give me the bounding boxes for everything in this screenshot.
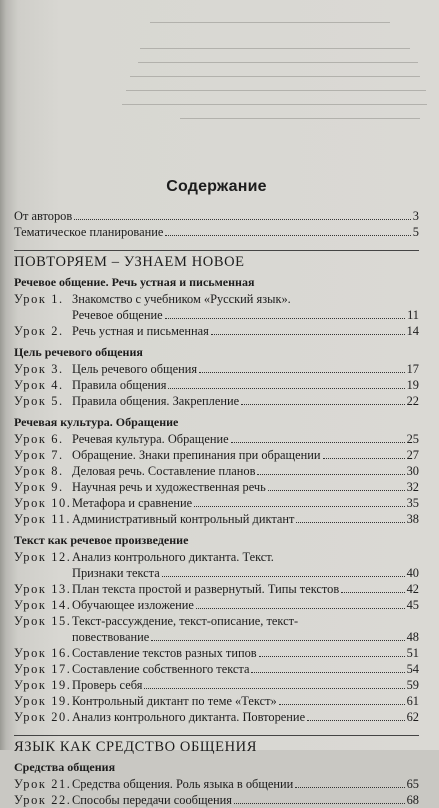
entry-title: Научная речь и художественная речь — [72, 480, 266, 494]
page-number: 17 — [406, 362, 419, 376]
toc-entry — [14, 208, 419, 224]
page-number: 68 — [406, 793, 419, 807]
toc-entry — [14, 597, 419, 613]
toc-entry — [14, 792, 419, 808]
page-number: 30 — [406, 464, 419, 478]
lesson-label: Урок 9. — [14, 480, 64, 494]
toc-entry — [14, 323, 419, 339]
lesson-label: Урок 12. — [14, 550, 72, 564]
toc-entry — [14, 661, 419, 677]
page-number: 25 — [406, 432, 419, 446]
section-heading: Средства общения — [14, 760, 116, 774]
dot-leader — [257, 474, 404, 475]
toc-entry — [14, 511, 419, 527]
table-of-contents — [14, 178, 419, 808]
entry-title: Способы передачи сообщения — [72, 793, 232, 807]
lesson-label: Урок 5. — [14, 394, 64, 408]
toc-entry — [14, 224, 419, 240]
dot-leader — [199, 372, 405, 373]
toc-entry — [14, 479, 419, 495]
toc-entry — [14, 291, 419, 307]
toc-entry — [14, 776, 419, 792]
entry-title: Обучающее изложение — [72, 598, 194, 612]
entry-title: Административный контрольный диктант — [72, 512, 295, 526]
toc-parts — [14, 250, 419, 808]
entry-title: Речь устная и письменная — [72, 324, 209, 338]
dot-leader — [251, 672, 404, 673]
page-number: 32 — [406, 480, 419, 494]
lesson-label: Урок 13. — [14, 582, 72, 596]
page-number: 40 — [406, 566, 419, 580]
entry-title: Речевое общение — [72, 308, 163, 322]
lesson-label: Урок 2. — [14, 324, 64, 338]
section-heading: Речевое общение. Речь устная и письменная — [14, 275, 255, 289]
toc-entry — [14, 447, 419, 463]
entry-title: Анализ контрольного диктанта. Повторение — [72, 710, 306, 724]
section-heading: Цель речевого общения — [14, 345, 143, 359]
part-heading: ПОВТОРЯЕМ – УЗНАЕМ НОВОЕ — [14, 250, 419, 271]
dot-leader — [162, 576, 405, 577]
entry-title: Составление собственного текста — [72, 662, 250, 676]
entry-title: Анализ контрольного диктанта. Текст. — [72, 550, 274, 564]
lesson-label: Урок 1. — [14, 292, 64, 306]
dot-leader — [144, 688, 404, 689]
entry-title: Средства общения. Роль языка в общении — [72, 777, 294, 791]
page-number: 38 — [406, 512, 419, 526]
lesson-label: Урок 11. — [14, 512, 72, 526]
page-number: 45 — [406, 598, 419, 612]
page-number: 22 — [406, 394, 419, 408]
lesson-label: Урок 15. — [14, 614, 72, 628]
dot-leader — [279, 704, 405, 705]
page-number: 42 — [406, 582, 419, 596]
part-heading: ЯЗЫК КАК СРЕДСТВО ОБЩЕНИЯ — [14, 735, 419, 756]
toc-entry — [14, 613, 419, 629]
page-number: 65 — [406, 777, 419, 791]
toc-title: Содержание — [166, 178, 267, 195]
toc-entry — [14, 393, 419, 409]
dot-leader — [231, 442, 405, 443]
dot-leader — [168, 388, 404, 389]
page-number: 51 — [406, 646, 419, 660]
dot-leader — [341, 592, 404, 593]
page-number: 27 — [406, 448, 419, 462]
entry-title: Знакомство с учебником «Русский язык». — [72, 292, 291, 306]
toc-entry — [14, 677, 419, 693]
section-heading: Речевая культура. Обращение — [14, 415, 179, 429]
dot-leader — [307, 720, 405, 721]
lesson-label: Урок 10. — [14, 496, 72, 510]
entry-title: повествование — [72, 630, 150, 644]
section-heading: Текст как речевое произведение — [14, 533, 189, 547]
toc-entry — [14, 581, 419, 597]
toc-entry — [14, 693, 419, 709]
lesson-label: Урок 22. — [14, 793, 72, 807]
entry-title: Обращение. Знаки препинания при обращении — [72, 448, 321, 462]
entry-title: Правила общения — [72, 378, 167, 392]
dot-leader — [196, 608, 405, 609]
dot-leader — [259, 656, 405, 657]
entry-title: Тематическое планирование — [14, 225, 164, 239]
page-number: 5 — [412, 225, 419, 239]
dot-leader — [211, 334, 405, 335]
entry-title: Метафора и сравнение — [72, 496, 193, 510]
toc-entry — [14, 431, 419, 447]
toc-entry — [14, 495, 419, 511]
toc-entry — [14, 709, 419, 725]
dot-leader — [74, 219, 411, 220]
dot-leader — [241, 404, 405, 405]
entry-title: Составление текстов разных типов — [72, 646, 257, 660]
page-number: 14 — [406, 324, 419, 338]
page-number: 19 — [406, 378, 419, 392]
lesson-label: Урок 4. — [14, 378, 64, 392]
lesson-label: Урок 20. — [14, 710, 72, 724]
dot-leader — [323, 458, 405, 459]
dot-leader — [165, 235, 410, 236]
entry-title: Признаки текста — [72, 566, 160, 580]
entry-title: Деловая речь. Составление планов — [72, 464, 256, 478]
page-number: 61 — [406, 694, 419, 708]
entry-title: Цель речевого общения — [72, 362, 198, 376]
dot-leader — [234, 803, 405, 804]
toc-entry — [14, 565, 419, 581]
lesson-label: Урок 19. — [14, 678, 72, 692]
front-matter — [14, 208, 419, 240]
entry-title: От авторов — [14, 209, 73, 223]
page-number: 11 — [407, 308, 419, 322]
toc-entry — [14, 463, 419, 479]
toc-entry — [14, 549, 419, 565]
page-number: 3 — [412, 209, 419, 223]
dot-leader — [194, 506, 405, 507]
toc-entry — [14, 629, 419, 645]
page-number: 35 — [406, 496, 419, 510]
lesson-label: Урок 8. — [14, 464, 64, 478]
toc-entry — [14, 645, 419, 661]
lesson-label: Урок 7. — [14, 448, 64, 462]
toc-entry — [14, 377, 419, 393]
bleed-through-text — [0, 0, 439, 150]
entry-title: Текст-рассуждение, текст-описание, текст- — [72, 614, 299, 628]
lesson-label: Урок 16. — [14, 646, 72, 660]
entry-title: План текста простой и развернутый. Типы текстов — [72, 582, 340, 596]
entry-title: Контрольный диктант по теме «Текст» — [72, 694, 277, 708]
dot-leader — [268, 490, 405, 491]
toc-entry — [14, 307, 419, 323]
page-number: 62 — [406, 710, 419, 724]
dot-leader — [165, 318, 405, 319]
lesson-label: Урок 19. — [14, 694, 72, 708]
page-number: 48 — [406, 630, 419, 644]
dot-leader — [296, 522, 404, 523]
dot-leader — [295, 787, 404, 788]
entry-title: Речевая культура. Обращение — [72, 432, 229, 446]
entry-title: Проверь себя — [72, 678, 143, 692]
lesson-label: Урок 21. — [14, 777, 72, 791]
toc-entry — [14, 361, 419, 377]
entry-title: Правила общения. Закрепление — [72, 394, 240, 408]
page-number: 59 — [406, 678, 419, 692]
lesson-label: Урок 6. — [14, 432, 64, 446]
lesson-label: Урок 17. — [14, 662, 72, 676]
lesson-label: Урок 3. — [14, 362, 64, 376]
lesson-label: Урок 14. — [14, 598, 72, 612]
page-number: 54 — [406, 662, 419, 676]
dot-leader — [151, 640, 404, 641]
